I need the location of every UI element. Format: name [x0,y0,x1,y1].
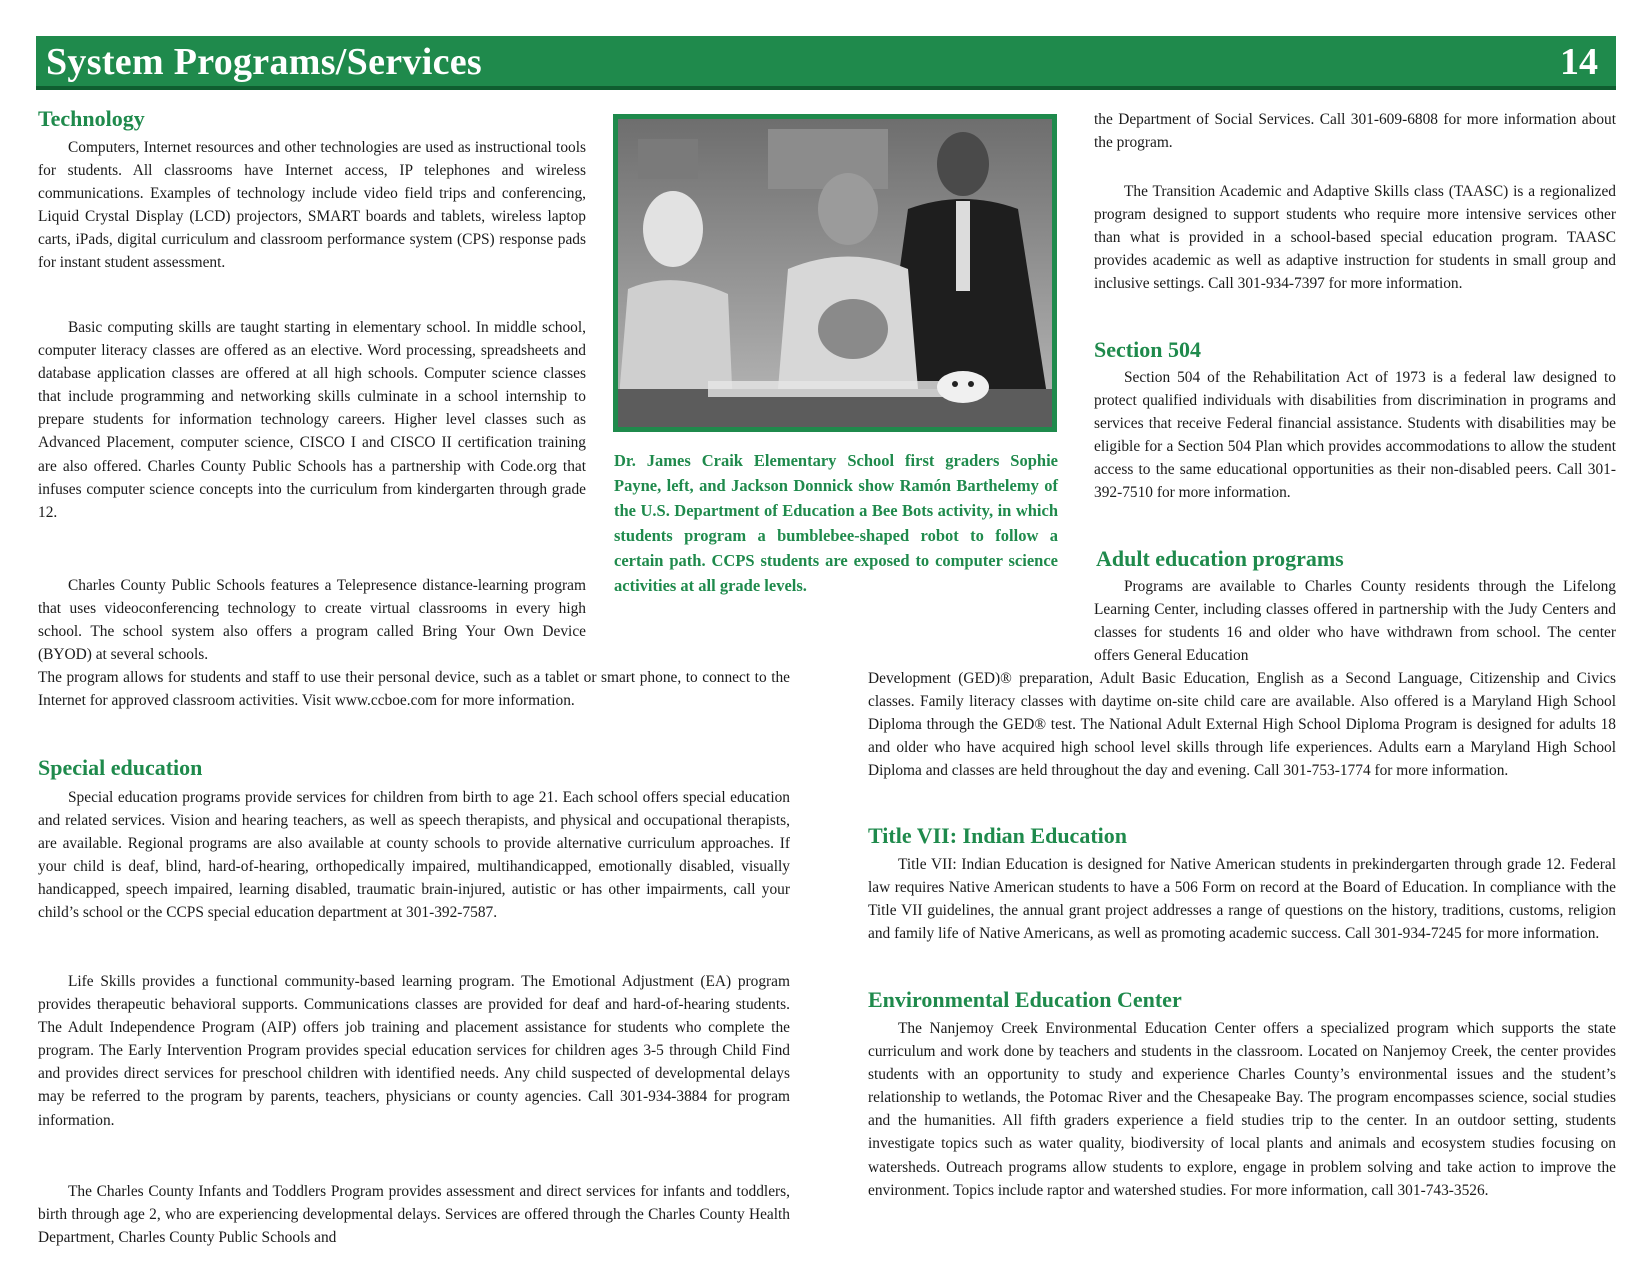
technology-heading: Technology [38,106,145,131]
technology-paragraph-3: Charles County Public Schools features a Telepresence distance-learning program that uses videoconferencing technology to create virtual classrooms in every high school. The school system also offers a program called Bring Your Own Device (BYOD) at several schools. [38,577,586,664]
page-header-banner [36,36,1616,90]
special-education-paragraph-2: Life Skills provides a functional community-based learning program. The Emotional Adjustment (EA) program provides therapeutic behavioral supports. Communications classes are provided for deaf and hard-of-hearing students. The Adult Independence Program (AIP) offers job training and placement assistance for students who complete the program. The Early Intervention Program provides special education services for children ages 3-5 through Child Find and provides direct services for preschool children with identified needs. Any child suspected of developmental delays may be referred to the program by parents, teachers, physicians or county agencies. Call 301-934-3884 for program information. [38,973,790,1129]
page-number: 14 [1560,41,1598,83]
environmental-education-paragraph: The Nanjemoy Creek Environmental Education Center offers a specialized program which supports the state curriculum and work done by teachers and students in the classroom. Located on Nanjemoy Creek, the center provides students with an opportunity to study and experience Charles County’s environmental issues and the student’s relationship to wetlands, the Potomac River and the Chesapeake Bay. The program encompasses science, social studies and the humanities. All fifth graders experience a field studies trip to the center. In an outdoor setting, students investigate topics such as water quality, biodiversity of local plants and animals and ecosystem studies focusing on watersheds. Outreach programs allow students to explore, engage in problem solving and take action to improve the environment. Topics include raptor and watershed studies. For more information, call 301-743-3526. [868,1020,1616,1199]
taasc-paragraph: The Transition Academic and Adaptive Skills class (TAASC) is a regionalized program designed to support students who require more intensive services other than what is provided in a school-based special education program. TAASC provides academic as well as adaptive instruction for students in small group and inclusive settings. Call 301-934-7397 for more information. [1094,183,1616,293]
special-education-heading: Special education [38,755,203,780]
special-education-paragraph-3-continued: the Department of Social Services. Call 301-609-6808 for more information about the program. [1094,111,1616,152]
classroom-photo [613,114,1057,432]
special-education-paragraph-3: The Charles County Infants and Toddlers Program provides assessment and direct services for infants and toddlers, birth through age 2, who are experiencing developmental delays. Services are offered through the Charles County Health Department, Charles County Public Schools and [38,1183,790,1247]
section-504-heading: Section 504 [1094,337,1201,362]
adult-education-heading: Adult education programs [1096,546,1344,571]
adult-education-paragraph: Programs are available to Charles County residents through the Lifelong Learning Center, including classes offered in partnership with the Judy Centers and classes for students 16 and older who have withdrawn from school. The center offers General Education [1094,578,1616,665]
environmental-education-heading: Environmental Education Center [868,987,1182,1012]
page-title: System Programs/Services [46,41,482,83]
adult-education-paragraph-continued: Development (GED)® preparation, Adult Basic Education, English as a Second Language, Citizenship and Civics classes. Family literacy classes with daytime on-site child care are available. Also offered is a Maryland High School Diploma through the GED® test. The National Adult External High School Diploma Program is designed for adults 18 and older who have acquired high school level skills through life experiences. Adults earn a Maryland High School Diploma and classes are held throughout the day and evening. Call 301-753-1774 for more information. [868,670,1616,780]
section-504-paragraph: Section 504 of the Rehabilitation Act of 1973 is a federal law designed to protect qualified individuals with disabilities from discrimination in programs and services that receive Federal financial assistance. Students with disabilities may be eligible for a Section 504 Plan which provides accommodations to allow the student access to the same educational opportunities as their non-disabled peers. Call 301-392-7510 for more information. [1094,369,1616,502]
title-vii-heading: Title VII: Indian Education [868,823,1127,848]
technology-paragraph-1: Computers, Internet resources and other technologies are used as instructional tools for students. All classrooms have Internet access, IP telephones and wireless communications. Examples of technology include video field trips and conferencing, Liquid Crystal Display (LCD) projectors, SMART boards and tablets, wireless laptop carts, iPads, digital curriculum and classroom performance system (CPS) response pads for instant student assessment. [38,139,586,272]
photo-caption: Dr. James Craik Elementary School first graders Sophie Payne, left, and Jackson Donnick show Ramón Barthelemy of the U.S. Department of Education a Bee Bots activity, in which students program a bumblebee-shaped robot to follow a certain path. CCPS students are exposed to computer science activities at all grade levels. [614,451,1058,595]
special-education-paragraph-1: Special education programs provide services for children from birth to age 21. Each school offers special education and related services. Vision and hearing teachers, as well as speech therapists, and physical and occupational therapists, are available. Regional programs are also available at county schools to provide alternative curriculum approaches. If your child is deaf, blind, hard-of-hearing, orthopedically impaired, multihandicapped, emotionally disabled, visually handicapped, speech impaired, learning disabled, traumatic brain-injured, autistic or has other impairments, call your child’s school or the CCPS special education department at 301-392-7587. [38,789,790,922]
technology-paragraph-3-continued: The program allows for students and staff to use their personal device, such as a tablet or smart phone, to connect to the Internet for approved classroom activities. Visit www.ccboe.com for more information. [38,669,790,710]
photo-image-icon [618,119,1052,427]
technology-paragraph-2: Basic computing skills are taught starting in elementary school. In middle school, computer literacy classes are offered as an elective. Word processing, spreadsheets and database application classes are offered at all high schools. Computer science classes that include programming and networking skills culminate in a school internship to prepare students for information technology careers. Higher level classes such as Advanced Placement, computer science, CISCO I and CISCO II certification training are also offered. Charles County Public Schools has a partnership with Code.org that infuses computer science concepts into the curriculum from kindergarten through grade 12. [38,319,586,521]
title-vii-paragraph: Title VII: Indian Education is designed for Native American students in prekindergarten through grade 12. Federal law requires Native American students to have a 506 Form on record at the Board of Education. In compliance with the Title VII guidelines, the annual grant project addresses a range of questions on the history, traditions, customs, religion and family life of Native Americans, as well as promoting academic success. Call 301-934-7245 for more information. [868,856,1616,943]
